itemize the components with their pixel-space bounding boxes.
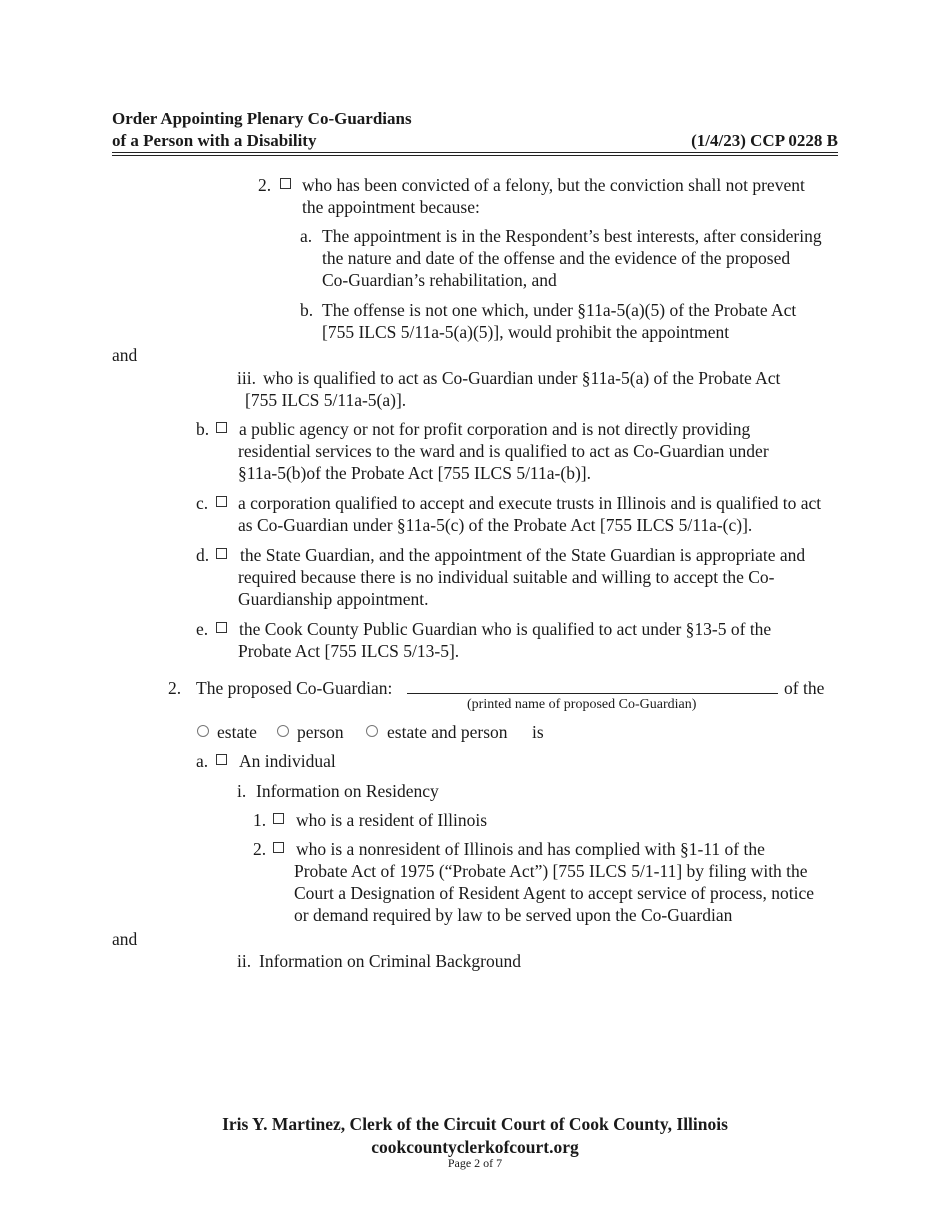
individual-text: An individual: [239, 751, 336, 771]
item-c-line2: as Co-Guardian under §11a-5(c) of the Probate Act [755 ILCS 5/11a-(c)].: [238, 515, 753, 535]
nonresident-line4: or demand required by law to be served upon the Co-Guardian: [294, 905, 733, 925]
item-b-line3: §11a-5(b)of the Probate Act [755 ILCS 5/11a-(b)].: [238, 463, 591, 483]
and-connector-2: and: [112, 929, 138, 949]
and-connector-1: and: [112, 345, 138, 365]
felony-line1: who has been convicted of a felony, but the conviction shall not prevent: [302, 175, 805, 195]
radio-estate[interactable]: [197, 725, 209, 737]
form-id: (1/4/23) CCP 0228 B: [691, 131, 838, 150]
criminal-label: ii.: [237, 951, 252, 971]
item-d-line3: Guardianship appointment.: [238, 589, 429, 609]
felony-a-label: a.: [300, 226, 313, 246]
section2-tail: of the: [784, 678, 825, 698]
felony-b-line1: The offense is not one which, under §11a-5(a)(5) of the Probate Act: [322, 300, 797, 320]
is-text: is: [532, 722, 544, 742]
nonresident-line2: Probate Act of 1975 (“Probate Act”) [755 ILCS 5/1-11] by filing with the: [294, 861, 808, 881]
item-iii-line2: [755 ILCS 5/11a-5(a)].: [245, 390, 407, 410]
item-iii-line1: who is qualified to act as Co-Guardian under §11a-5(a) of the Probate Act: [263, 368, 781, 388]
footer-website: cookcountyclerkofcourt.org: [371, 1137, 579, 1157]
item-b-line1: a public agency or not for profit corporation and is not directly providing: [239, 419, 751, 439]
item-c-line1: a corporation qualified to accept and execute trusts in Illinois and is qualified to act: [238, 493, 822, 513]
item-b-checkbox[interactable]: [216, 422, 227, 433]
item-c-checkbox[interactable]: [216, 496, 227, 507]
criminal-heading: Information on Criminal Background: [259, 951, 521, 971]
resident-text: who is a resident of Illinois: [296, 810, 488, 830]
item-iii-label: iii.: [237, 368, 256, 388]
co-guardian-name-caption: (printed name of proposed Co-Guardian): [467, 697, 697, 712]
felony-a-line3: Co-Guardian’s rehabilitation, and: [322, 270, 557, 290]
item-e-line1: the Cook County Public Guardian who is qualified to act under §13-5 of the: [239, 619, 772, 639]
form-title-line2: of a Person with a Disability: [112, 131, 317, 150]
footer-clerk: Iris Y. Martinez, Clerk of the Circuit Court of Cook County, Illinois: [222, 1114, 728, 1134]
header-rule-double: [112, 155, 838, 156]
resident-num: 1.: [253, 810, 267, 830]
section2-lead: The proposed Co-Guardian:: [196, 678, 393, 698]
item-b-line2: residential services to the ward and is qualified to act as Co-Guardian under: [238, 441, 769, 461]
nonresident-line1: who is a nonresident of Illinois and has complied with §1-11 of the: [296, 839, 765, 859]
felony-checkbox[interactable]: [280, 178, 291, 189]
item-c-label: c.: [196, 493, 209, 513]
item-d-checkbox[interactable]: [216, 548, 227, 559]
residency-label: i.: [237, 781, 247, 801]
radio-estate-label: estate: [217, 722, 257, 742]
item-d-line2: required because there is no individual suitable and willing to accept the Co-: [238, 567, 775, 587]
radio-person-label: person: [297, 722, 344, 742]
individual-checkbox[interactable]: [216, 754, 227, 765]
felony-a-line2: the nature and date of the offense and the evidence of the proposed: [322, 248, 791, 268]
nonresident-checkbox[interactable]: [273, 842, 284, 853]
section2-number: 2.: [168, 678, 182, 698]
header-rule: [112, 152, 838, 153]
form-title-line1: Order Appointing Plenary Co-Guardians: [112, 109, 412, 128]
radio-person[interactable]: [277, 725, 289, 737]
residency-heading: Information on Residency: [256, 781, 439, 801]
nonresident-num: 2.: [253, 839, 267, 859]
felony-b-line2: [755 ILCS 5/11a-5(a)(5)], would prohibit the appointment: [322, 322, 730, 342]
resident-checkbox[interactable]: [273, 813, 284, 824]
item-b-label: b.: [196, 419, 210, 439]
item-e-checkbox[interactable]: [216, 622, 227, 633]
item-e-label: e.: [196, 619, 209, 639]
section2-a-label: a.: [196, 751, 209, 771]
item-d-line1: the State Guardian, and the appointment of the State Guardian is appropriate and: [240, 545, 806, 565]
radio-estate-and-person[interactable]: [366, 725, 378, 737]
nonresident-line3: Court a Designation of Resident Agent to accept service of process, notice: [294, 883, 814, 903]
felony-a-line1: The appointment is in the Respondent’s best interests, after considering: [322, 226, 822, 246]
page-number: Page 2 of 7: [447, 1156, 503, 1170]
felony-b-label: b.: [300, 300, 314, 320]
item-d-label: d.: [196, 545, 210, 565]
radio-estate-and-person-label: estate and person: [387, 722, 508, 742]
felony-line2: the appointment because:: [302, 197, 480, 217]
felony-item-number: 2.: [258, 175, 272, 195]
item-e-line2: Probate Act [755 ILCS 5/13-5].: [238, 641, 460, 661]
